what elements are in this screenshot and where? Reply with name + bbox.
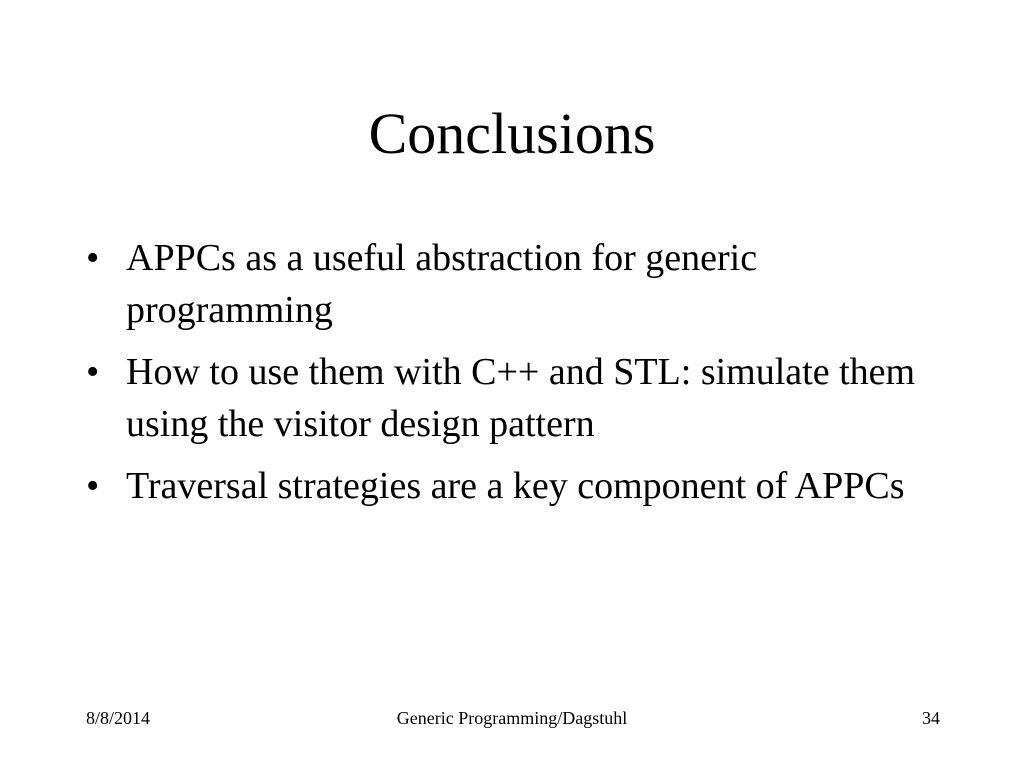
- bullet-icon: •: [86, 351, 100, 393]
- bullet-icon: •: [86, 465, 100, 507]
- bullet-item: [86, 232, 956, 336]
- bullet-text: How to use them with C++ and STL: simulate them using the visitor design pattern: [126, 351, 916, 445]
- bullet-list: [86, 232, 956, 522]
- page-number: 34: [922, 708, 940, 728]
- bullet-item: [86, 346, 956, 450]
- bullet-icon: •: [86, 237, 100, 279]
- slide-title: Conclusions: [368, 101, 656, 166]
- footer-date: 8/8/2014: [86, 708, 151, 728]
- bullet-text: APPCs as a useful abstraction for generic programming: [126, 237, 758, 331]
- bullet-text: Traversal strategies are a key component of APPCs: [126, 465, 905, 507]
- bullet-item: [86, 460, 956, 512]
- footer-title: Generic Programming/Dagstuhl: [396, 708, 628, 728]
